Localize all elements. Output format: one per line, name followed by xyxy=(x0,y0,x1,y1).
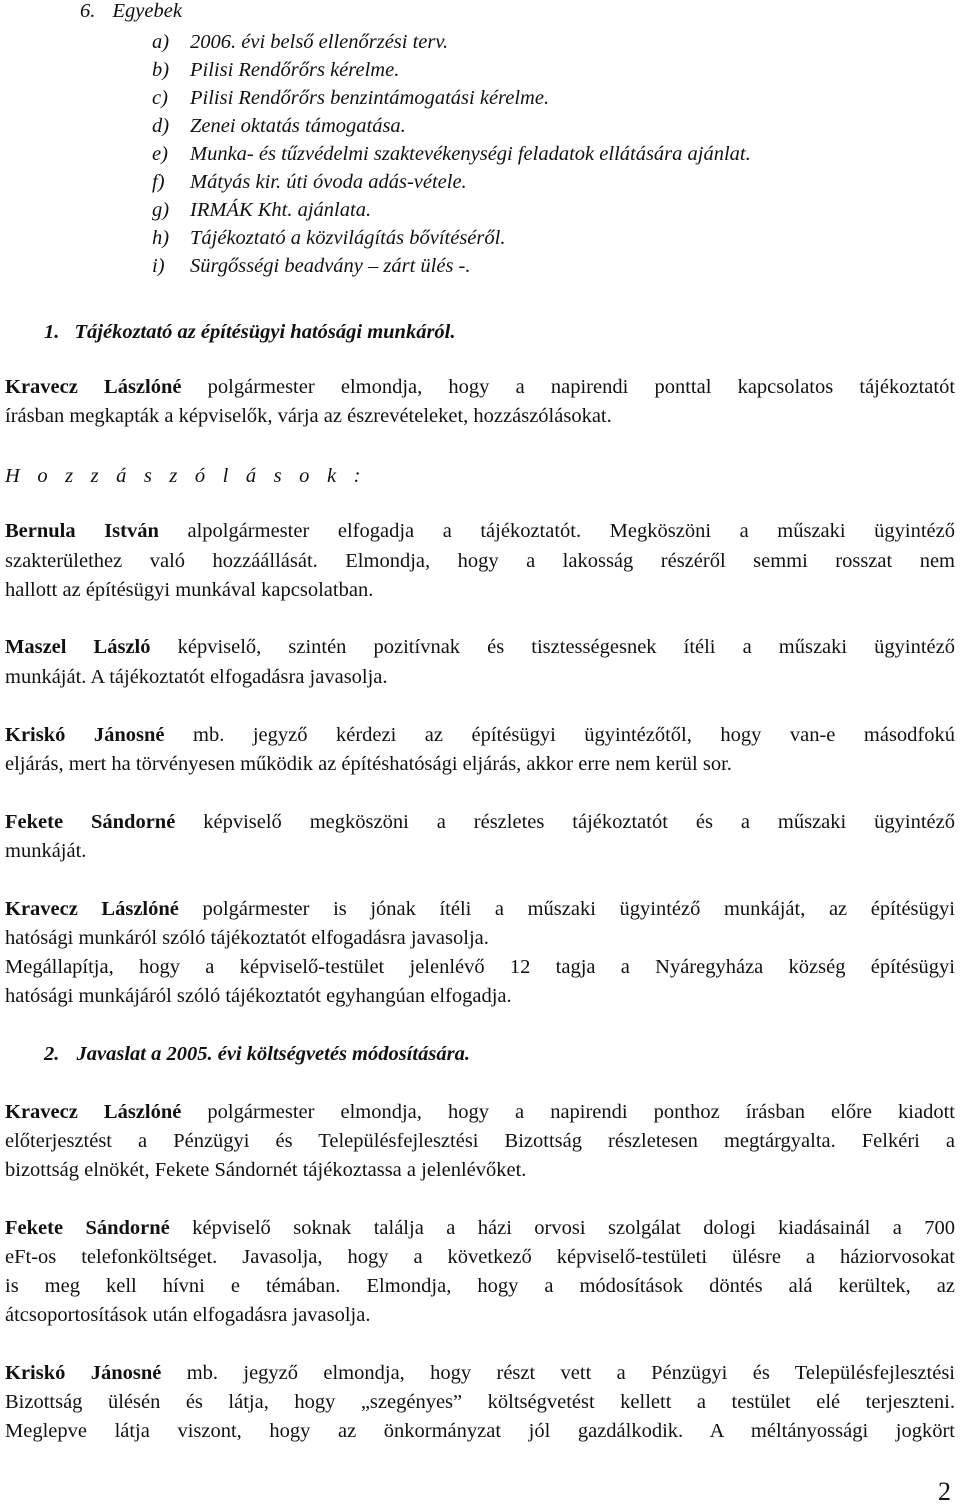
line-text: képviselő megköszöni a részletes tájékoztatót és a műszaki ügyintéző xyxy=(203,811,955,833)
agenda-item xyxy=(152,29,448,55)
paragraph-line: bizottság elnökét, Fekete Sándornét tájékoztassa a jelenlévőket. xyxy=(5,1159,527,1181)
line-text: eFt-os telefonköltséget. Javasolja, hogy a következő képviselő-testületi ülésre a háziorvosokat xyxy=(5,1246,955,1268)
section-number: 6. xyxy=(80,0,96,22)
line-text: Meglepve látja viszont, hogy az önkormányzat jól gazdálkodik. A méltányossági jogkört xyxy=(5,1420,955,1442)
agenda-item xyxy=(152,225,505,251)
section-heading-6 xyxy=(80,0,182,24)
paragraph-line xyxy=(5,1389,955,1415)
paragraph-line xyxy=(5,374,955,400)
line-text: képviselő, szintén pozitívnak és tisztességesnek ítéli a műszaki ügyintéző xyxy=(177,636,955,658)
paragraph-line xyxy=(5,1360,955,1386)
line-text: polgármester is jónak ítéli a műszaki ügyintéző munkáját, az építésügyi xyxy=(202,898,955,920)
agenda-text: Pilisi Rendőrőrs benzintámogatási kérelme. xyxy=(190,87,550,109)
paragraph-line xyxy=(5,1215,955,1241)
paragraph-line xyxy=(5,896,955,922)
paragraph-line xyxy=(5,1128,955,1154)
line-text: Bizottság ülésén és látja, hogy „szegényes” költségvetést kellett a testület elé terjeszteni. xyxy=(5,1391,955,1413)
agenda-text: Sürgősségi beadvány – zárt ülés -. xyxy=(190,255,471,277)
agenda-text: Mátyás kir. úti óvoda adás-vétele. xyxy=(190,171,467,193)
line-text: előterjesztést a Pénzügyi és Településfejlesztési Bizottság részletesen megtárgyalta. Felkéri a xyxy=(5,1130,955,1152)
agenda-label: f) xyxy=(152,171,165,193)
speaker-name: Kravecz Lászlóné xyxy=(5,376,182,398)
line-text: is meg kell hívni e témában. Elmondja, hogy a módosítások döntés alá kerültek, az xyxy=(5,1275,955,1297)
agenda-item xyxy=(152,85,549,111)
agenda-text: Zenei oktatás támogatása. xyxy=(190,115,406,137)
speaker-name: Kravecz Lászlóné xyxy=(5,1101,182,1123)
paragraph-line xyxy=(5,1273,955,1299)
line-text: polgármester elmondja, hogy a napirendi ponthoz írásban előre kiadott xyxy=(207,1101,955,1123)
paragraph-line: munkáját. A tájékoztatót elfogadásra javasolja. xyxy=(5,666,388,688)
paragraph-line: hatósági munkájáról szóló tájékoztatót egyhangúan elfogadja. xyxy=(5,985,512,1007)
paragraph-line xyxy=(5,1418,955,1444)
line-text: mb. jegyző kérdezi az építésügyi ügyintézőtől, hogy van-e másodfokú xyxy=(193,724,955,746)
paragraph-line xyxy=(5,518,955,544)
agenda-label: e) xyxy=(152,143,168,165)
section-title: Javaslat a 2005. évi költségvetés módosítására. xyxy=(76,1043,470,1065)
line-text: mb. jegyző elmondja, hogy részt vett a Pénzügyi és Településfejlesztési xyxy=(186,1362,955,1384)
speaker-name: Kriskó Jánosné xyxy=(5,1362,162,1384)
agenda-item xyxy=(152,141,751,167)
line-text: Megállapítja, hogy a képviselő-testület jelenlévő 12 tagja a Nyáregyháza község építésügyi xyxy=(5,956,955,978)
section-title: Egyebek xyxy=(112,0,182,22)
section-heading-1 xyxy=(44,319,456,345)
agenda-text: 2006. évi belső ellenőrzési terv. xyxy=(190,31,449,53)
paragraph-line: hatósági munkáról szóló tájékoztatót elfogadásra javasolja. xyxy=(5,927,489,949)
section-heading-2 xyxy=(44,1041,470,1067)
agenda-item xyxy=(152,197,371,223)
agenda-text: Tájékoztató a közvilágítás bővítéséről. xyxy=(190,227,506,249)
page-number: 2 xyxy=(938,1477,951,1506)
paragraph-line: munkáját. xyxy=(5,840,87,862)
paragraph-line xyxy=(5,634,955,660)
speaker-name: Bernula István xyxy=(5,520,159,542)
agenda-label: c) xyxy=(152,87,168,109)
paragraph-line xyxy=(5,1099,955,1125)
speaker-name: Kriskó Jánosné xyxy=(5,724,165,746)
agenda-label: d) xyxy=(152,115,170,137)
speaker-name: Kravecz Lászlóné xyxy=(5,898,179,920)
agenda-item xyxy=(152,253,471,279)
agenda-label: b) xyxy=(152,59,170,81)
line-text: alpolgármester elfogadja a tájékoztatót. Megköszöni a műszaki ügyintéző xyxy=(187,520,955,542)
agenda-label: a) xyxy=(152,31,170,53)
agenda-item xyxy=(152,57,399,83)
line-text: szakterülethez való hozzáállását. Elmondja, hogy a lakosság részéről semmi rosszat nem xyxy=(5,550,955,572)
paragraph-line: átcsoportosítások után elfogadásra javasolja. xyxy=(5,1304,371,1326)
agenda-label: i) xyxy=(152,255,165,277)
paragraph-line: hallott az építésügyi munkával kapcsolatban. xyxy=(5,579,374,601)
paragraph-line xyxy=(5,809,955,835)
agenda-label: h) xyxy=(152,227,170,249)
section-number: 2. xyxy=(44,1043,60,1065)
paragraph-line xyxy=(5,954,955,980)
agenda-item xyxy=(152,169,467,195)
paragraph-line xyxy=(5,722,955,748)
speaker-name: Fekete Sándorné xyxy=(5,811,176,833)
line-text: polgármester elmondja, hogy a napirendi ponttal kapcsolatos tájékoztatót xyxy=(207,376,955,398)
section-title: Tájékoztató az építésügyi hatósági munkáról. xyxy=(74,321,456,343)
agenda-text: IRMÁK Kht. ajánlata. xyxy=(190,199,372,221)
paragraph-line: írásban megkapták a képviselők, várja az észrevételeket, hozzászólásokat. xyxy=(5,405,612,427)
agenda-label: g) xyxy=(152,199,170,221)
line-text: képviselő soknak találja a házi orvosi szolgálat dologi kiadásainál a 700 xyxy=(192,1217,955,1239)
agenda-text: Munka- és tűzvédelmi szaktevékenységi feladatok ellátására ajánlat. xyxy=(190,143,751,165)
paragraph-line xyxy=(5,1244,955,1270)
paragraph-line xyxy=(5,548,955,574)
section-number: 1. xyxy=(44,321,60,343)
speaker-name: Fekete Sándorné xyxy=(5,1217,170,1239)
agenda-item xyxy=(152,113,406,139)
hozzaszolasok-heading: H o z z á s z ó l á s o k : xyxy=(5,465,367,487)
agenda-text: Pilisi Rendőrőrs kérelme. xyxy=(190,59,400,81)
paragraph-line: eljárás, mert ha törvényesen működik az építéshatósági eljárás, akkor erre nem kerül sor. xyxy=(5,753,732,775)
speaker-name: Maszel László xyxy=(5,636,151,658)
